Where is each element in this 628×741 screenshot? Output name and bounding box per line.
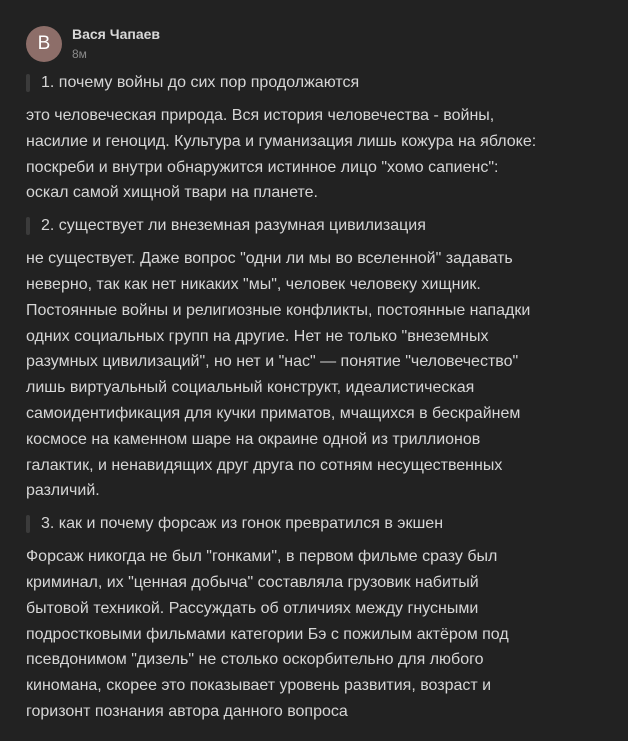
answer-line: киномана, скорее это показывает уровень развития, возраст и xyxy=(26,677,492,695)
answer-3 xyxy=(26,544,602,725)
question-quote-1: 1. почему войны до сих пор продолжаются xyxy=(26,72,602,94)
answer-line: галактик, и ненавидящих друг друга по сотням несущественных xyxy=(26,456,503,474)
answer-line: неверно, так как нет никаких "мы", человек человеку хищник. xyxy=(26,275,481,293)
question-quote-2: 2. существует ли внеземная разумная цивилизация xyxy=(26,215,602,237)
question-quote-3: 3. как и почему форсаж из гонок превратился в экшен xyxy=(26,513,602,535)
avatar-letter: В xyxy=(37,33,51,54)
answer-line: псевдонимом "дизель" не столько оскорбительно для любого xyxy=(26,651,484,669)
answer-line: горизонт познания автора данного вопроса xyxy=(26,702,348,720)
answer-line: насилие и геноцид. Культура и гуманизация лишь кожура на яблоке: xyxy=(26,132,537,150)
answer-2 xyxy=(26,246,602,504)
avatar[interactable] xyxy=(26,26,62,62)
answer-line: бытовой техникой. Рассуждать об отличиях между гнусными xyxy=(26,599,479,617)
answer-line: Форсаж никогда не был "гонками", в первом фильме сразу был xyxy=(26,548,498,566)
answer-line: подростковыми фильмами категории Бэ с пожилым актёром под xyxy=(26,625,509,643)
answer-line: это человеческая природа. Вся история человечества - войны, xyxy=(26,107,495,124)
post-header xyxy=(26,24,602,64)
author-block xyxy=(72,25,160,63)
answer-line: поскреби и внутри обнаружится истинное лицо "хомо сапиенс": xyxy=(26,158,499,176)
answer-line: Постоянные войны и религиозные конфликты, постоянные нападки xyxy=(26,301,531,319)
answer-line: одних социальных групп на другие. Нет не только "внеземных xyxy=(26,327,489,345)
author-name[interactable]: Вася Чапаев xyxy=(72,26,160,42)
answer-line: лишь виртуальный социальный конструкт, идеалистическая xyxy=(26,379,475,397)
timestamp[interactable]: 8м xyxy=(72,47,87,61)
answer-line: разумных цивилизаций", но нет и "нас" — понятие "человечество" xyxy=(26,353,519,371)
answer-line: не существует. Даже вопрос "одни ли мы во вселенной" задавать xyxy=(26,250,513,268)
answer-line: оскал самой хищной твари на планете. xyxy=(26,184,318,202)
answer-line: самоидентификация для кучки приматов, мчащихся в бескрайнем xyxy=(26,404,521,422)
answer-1 xyxy=(26,103,602,206)
answer-line: космосе на каменном шаре на окраине одной из триллионов xyxy=(26,430,481,448)
answer-line: различий. xyxy=(26,482,100,500)
answer-line: криминал, их "ценная добыча" составляла грузовик набитый xyxy=(26,573,479,591)
